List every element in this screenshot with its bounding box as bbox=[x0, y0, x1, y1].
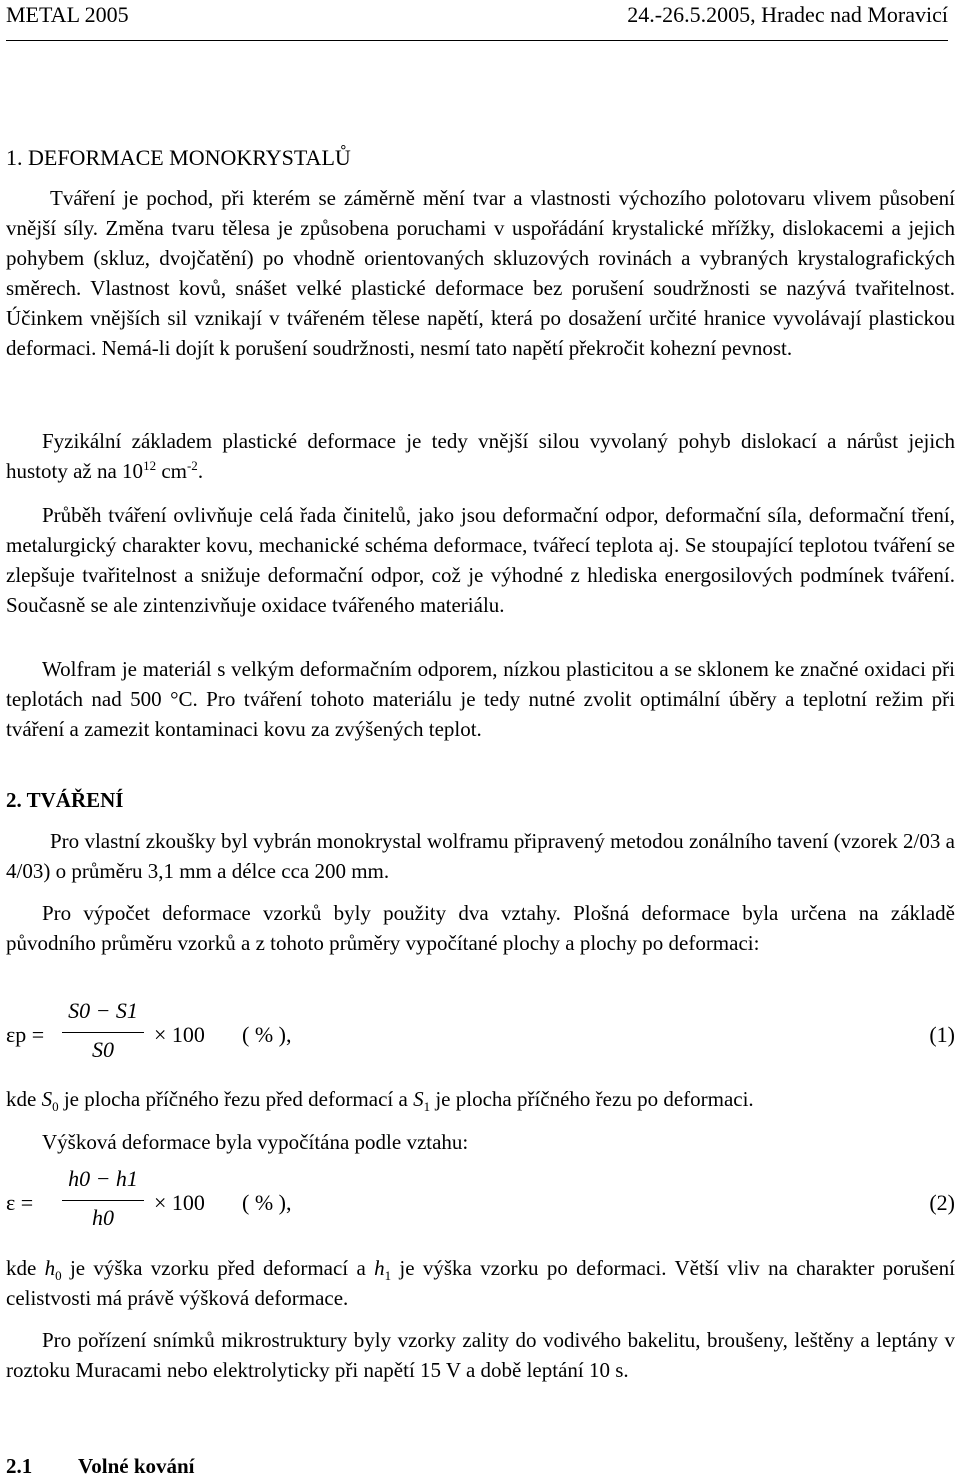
equation-1-lhs: εp = bbox=[6, 1022, 45, 1047]
section-2-paragraph-5: kde $h_0$ je výška vzorku před deformací a $h_1$ je výška vzorku po deformaci. Větší vliv na charakter porušení celistvosti má právě výšková deformace. bbox=[6, 1256, 955, 1310]
equation-2-multiplier: × 100 bbox=[154, 1190, 205, 1215]
section-1-paragraph-3: Průběh tváření ovlivňuje celá řada činitelů, jako jsou deformační odpor, deformační síla, deformační tření, metalurgický charakter kovu, mechanické schéma deformace, tvářecí teplota aj. Se stoupající teplotou tváření se zlepšuje tvařitelnost a snižuje deformační odpor, což je výhodné z hlediska energosilových podmínek tváření. Současně se ale zintenzivňuje oxidace tvářeného materiálu. bbox=[6, 503, 955, 617]
equation-1-number: (1) bbox=[929, 1022, 955, 1047]
equation-2-lhs: ε = bbox=[6, 1190, 34, 1215]
section-2-paragraph-1: Pro vlastní zkoušky byl vybrán monokrystal wolframu připravený metodou zonálního tavení (vzorek 2/03 a 4/03) o průměru 3,1 mm a délce cca 200 mm. bbox=[6, 829, 955, 883]
equation-1-multiplier: × 100 bbox=[154, 1022, 205, 1047]
equation-2-fraction bbox=[62, 1166, 144, 1237]
section-2-paragraph-2: Pro výpočet deformace vzorků byly použity dva vztahy. Plošná deformace byla určena na základě původního průměru vzorků a z tohoto průměry vypočítané plochy a plochy po deformaci: bbox=[6, 901, 955, 955]
section-2-paragraph-4: Výšková deformace byla vypočítána podle vztahu: bbox=[42, 1130, 469, 1154]
fraction-bar bbox=[62, 1200, 144, 1201]
equation-1-fraction bbox=[62, 998, 144, 1069]
equation-1-denominator: S0 bbox=[92, 1037, 114, 1062]
section-2-paragraph-6: Pro pořízení snímků mikrostruktury byly vzorky zality do vodivého bakelitu, broušeny, leštěny a leptány v roztoku Muracami nebo elektrolyticky při napětí 15 V a době leptání 10 s. bbox=[6, 1328, 955, 1382]
equation-2 bbox=[6, 1166, 955, 1256]
fraction-bar bbox=[62, 1032, 144, 1033]
section-2-1-heading bbox=[6, 1454, 195, 1479]
conference-name: METAL 2005 bbox=[6, 2, 129, 27]
equation-1-unit: ( % ), bbox=[242, 1022, 292, 1047]
equation-1-numerator: S0 − S1 bbox=[68, 998, 138, 1023]
conference-date-place: 24.-26.5.2005, Hradec nad Moravicí bbox=[627, 2, 948, 27]
section-2-1-number: 2.1 bbox=[6, 1454, 33, 1478]
equation-1 bbox=[6, 998, 955, 1088]
section-1-paragraph-1: Tváření je pochod, při kterém se záměrně mění tvar a vlastnosti výchozího polotovaru vlivem působení vnější síly. Změna tvaru tělesa je způsobena poruchami v uspořádání krystalické mřížky, dislokacemi a jejich pohybem (skluz, dvojčatění) po vhodně orientovaných skluzových rovinách a vybraných krystalografických směrech. Vlastnost kovů, snášet velké plastické deformace bez porušení soudržnosti se nazývá tvařitelnost. Účinkem vnějších sil vznikají v tvářeném tělese napětí, která po dosažení určité hranice vyvolávají plastickou deformaci. Nemá-li dojít k porušení soudržnosti, nesmí tato napětí překročit kohezní pevnost. bbox=[6, 186, 955, 360]
section-2-paragraph-3: kde $S_0$ je plocha příčného řezu před deformací a $S_1$ je plocha příčného řezu po deformaci. bbox=[6, 1087, 754, 1115]
section-2-heading: 2. TVÁŘENÍ bbox=[6, 788, 124, 812]
section-1-paragraph-2: Fyzikální základem plastické deformace je tedy vnější silou vyvolaný pohyb dislokací a nárůst jejich hustoty až na $10^{12}$ $cm^{-2}$. bbox=[6, 429, 955, 483]
section-1-paragraph-4: Wolfram je materiál s velkým deformačním odporem, nízkou plasticitou a se sklonem ke značné oxidaci při teplotách nad 500 °C. Pro tváření tohoto materiálu je tedy nutné zvolit optimální úběry a teplotní režim při tváření a zamezit kontaminaci kovu za zvýšených teplot. bbox=[6, 657, 955, 741]
page-header bbox=[6, 0, 948, 41]
section-2-1-title: Volné kování bbox=[78, 1454, 195, 1478]
equation-2-denominator: h0 bbox=[92, 1205, 114, 1230]
equation-2-number: (2) bbox=[929, 1190, 955, 1215]
equation-2-unit: ( % ), bbox=[242, 1190, 292, 1215]
equation-2-numerator: h0 − h1 bbox=[68, 1166, 138, 1191]
section-1-heading: 1. DEFORMACE MONOKRYSTALŮ bbox=[6, 145, 351, 170]
